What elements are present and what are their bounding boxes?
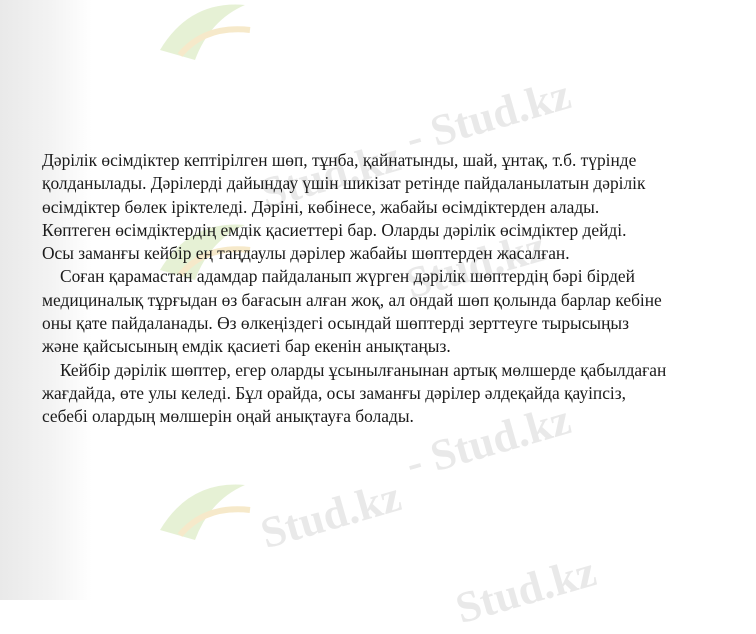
- text-line: оны қате пайдаланады. Өз өлкеңіздегі осындай шөптерді зерттеуге тырысыңыз: [42, 313, 629, 334]
- text-line: Дәрілік өсімдіктер кептірілген шөп, тұнба, қайнатынды, шай, ұнтақ, т.б. түрінде: [42, 150, 637, 170]
- text-line: Көптеген өсімдіктердің емдік қасиеттері бар. Оларды дәрілік өсімдіктер дейді.: [42, 219, 627, 240]
- watermark-text: Stud.kz: [255, 131, 407, 219]
- text-line: Кейбір дәрілік шөптер, егер оларды ұсынылғанынан артық мөлшерде қабылдаған: [60, 359, 667, 380]
- watermark-text: - Stud.kz: [400, 69, 576, 164]
- watermark-text: - Stud.kz: [400, 394, 576, 489]
- paragraph-1: [42, 149, 754, 265]
- leaf-logo-icon: [150, 0, 260, 70]
- watermark-text: Stud.kz: [400, 221, 552, 309]
- text-line: Соған қарамастан адамдар пайдаланып жүрген дәрілік шөптердің бәрі бірдей: [60, 266, 635, 287]
- text-line: медициналық тұрғыдан өз бағасын алған жоқ, ал ондай шөп қолында барлар кебіне: [42, 289, 662, 310]
- text-line: және қайсысының емдік қасиеті бар екенін анықтаңыз.: [42, 336, 451, 357]
- leaf-logo-icon: [150, 470, 260, 550]
- paragraph-3: [42, 359, 754, 429]
- text-line: өсімдіктер бөлек іріктеледі. Дәріні, көбінесе, жабайы өсімдіктерден алады.: [42, 196, 600, 217]
- watermark-text: Stud.kz: [255, 471, 407, 559]
- paragraph-2: [42, 265, 754, 358]
- text-line: себебі олардың мөлшерін оңай анықтауға болады.: [42, 406, 414, 427]
- watermark-text: Stud.kz: [450, 546, 602, 634]
- text-line: жағдайда, өте улы келеді. Бұл орайда, осы заманғы дәрілер әлдеқайда қауіпсіз,: [42, 382, 626, 403]
- text-line: қолданылады. Дәрілерді дайындау үшін шикізат ретінде пайдаланылатын дәрілік: [42, 173, 646, 194]
- document-body: [42, 149, 754, 429]
- text-line: Осы заманғы кейбір ең таңдаулы дәрілер жабайы шөптерден жасалған.: [42, 243, 570, 264]
